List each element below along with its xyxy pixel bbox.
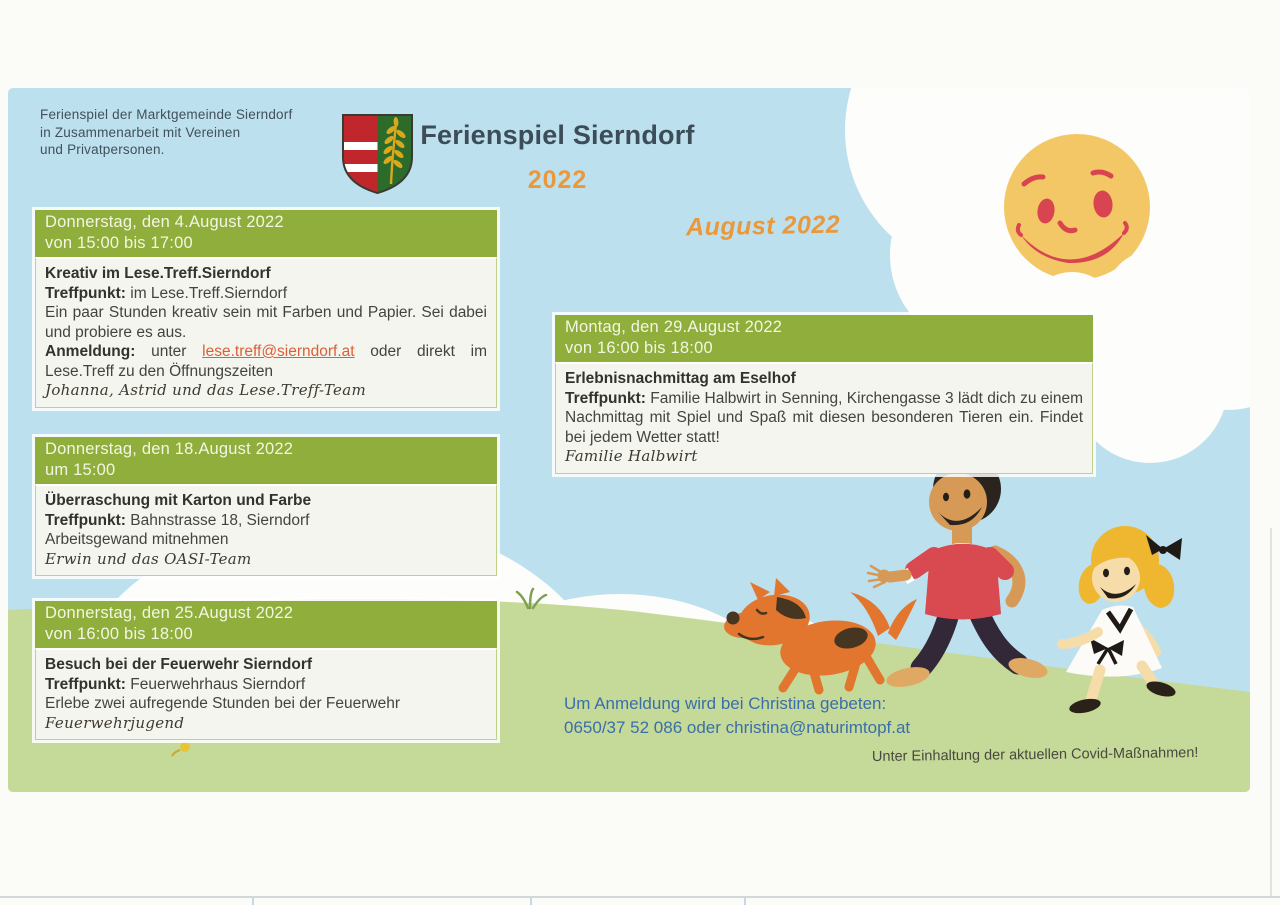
event-time-line: um 15:00 bbox=[45, 461, 116, 479]
event-signature: Erwin und das OASI-Team bbox=[45, 549, 252, 568]
scan-artifact-tick bbox=[530, 898, 532, 905]
event-date-header bbox=[35, 437, 497, 484]
event-card-eselhof bbox=[555, 315, 1093, 474]
event-signature: Johanna, Astrid und das Lese.Treff-Team bbox=[45, 381, 366, 399]
organizer-note bbox=[40, 106, 370, 159]
phone-number: 0650/37 52 086 bbox=[564, 717, 683, 737]
organizer-note-line: Ferienspiel der Marktgemeinde Sierndorf bbox=[40, 107, 293, 122]
event-meeting-point: Treffpunkt: Familie Halbwirt in Senning, Kirchengasse 3 lädt dich zu einem Nachmittag mit Spiel und Spaß mit diesen besonderen Tieren ein. Findet bei jedem Wetter statt! bbox=[565, 389, 1083, 446]
event-date-header bbox=[35, 210, 497, 257]
event-description: Erlebe zwei aufregende Stunden bei der Feuerwehr bbox=[45, 695, 401, 712]
event-meeting-point: Treffpunkt: Bahnstrasse 18, Sierndorf bbox=[45, 511, 310, 529]
event-title: Kreativ im Lese.Treff.Sierndorf bbox=[45, 265, 271, 282]
event-description: Ein paar Stunden kreativ sein mit Farben und Papier. Sei dabei und probiere es aus. bbox=[45, 304, 487, 341]
contact-line: 0650/37 52 086 oder christina@naturimtopf.at bbox=[564, 717, 911, 737]
scan-artifact-line bbox=[0, 896, 1280, 898]
year-label: 2022 bbox=[527, 166, 588, 194]
contact-line: Um Anmeldung wird bei Christina gebeten: bbox=[564, 694, 887, 713]
event-date-line: Donnerstag, den 18.August 2022 bbox=[45, 440, 294, 458]
event-title: Überraschung mit Karton und Farbe bbox=[45, 492, 312, 509]
event-date-line: Donnerstag, den 25.August 2022 bbox=[45, 604, 294, 622]
event-time-line: von 16:00 bis 18:00 bbox=[45, 625, 193, 643]
event-card-lese-treff bbox=[35, 210, 497, 408]
scan-artifact-tick bbox=[744, 898, 746, 905]
event-details bbox=[35, 257, 497, 408]
event-date-header bbox=[35, 601, 497, 648]
email-address: christina@naturimtopf.at bbox=[725, 717, 911, 737]
scan-artifact-line bbox=[1270, 528, 1272, 896]
event-date-header bbox=[555, 315, 1093, 362]
event-time-line: von 15:00 bis 17:00 bbox=[45, 234, 193, 252]
month-label: August 2022 bbox=[685, 210, 841, 242]
covid-note: Unter Einhaltung der aktuellen Covid-Maßnahmen! bbox=[871, 745, 1199, 765]
scan-artifact-tick bbox=[252, 898, 254, 905]
event-details bbox=[555, 362, 1093, 474]
event-title: Besuch bei der Feuerwehr Sierndorf bbox=[45, 656, 313, 673]
event-registration: Anmeldung: unter lese.treff@sierndorf.at oder direkt im Lese.Treff zu den Öffnungszeiten bbox=[45, 343, 487, 380]
page-title: Ferienspiel Sierndorf bbox=[420, 120, 695, 150]
event-time-line: von 16:00 bis 18:00 bbox=[565, 339, 713, 357]
event-meeting-point: Treffpunkt: Feuerwehrhaus Sierndorf bbox=[45, 675, 306, 693]
event-signature: Familie Halbwirt bbox=[565, 447, 698, 465]
title-block bbox=[415, 120, 700, 195]
event-card-oasi bbox=[35, 437, 497, 576]
event-signature: Feuerwehrjugend bbox=[45, 713, 185, 732]
event-card-feuerwehr bbox=[35, 601, 497, 740]
registration-contact bbox=[564, 692, 910, 739]
event-date-line: Montag, den 29.August 2022 bbox=[565, 318, 783, 336]
email-address: lese.treff@sierndorf.at bbox=[202, 343, 355, 360]
event-title: Erlebnisnachmittag am Eselhof bbox=[565, 370, 796, 387]
event-details bbox=[35, 484, 497, 576]
event-meeting-point: Treffpunkt: im Lese.Treff.Sierndorf bbox=[45, 284, 288, 302]
event-date-line: Donnerstag, den 4.August 2022 bbox=[45, 213, 284, 231]
event-description: Arbeitsgewand mitnehmen bbox=[45, 531, 229, 548]
organizer-note-line: in Zusammenarbeit mit Vereinen bbox=[40, 124, 241, 140]
event-details bbox=[35, 648, 497, 740]
organizer-note-line: und Privatpersonen. bbox=[40, 142, 165, 157]
